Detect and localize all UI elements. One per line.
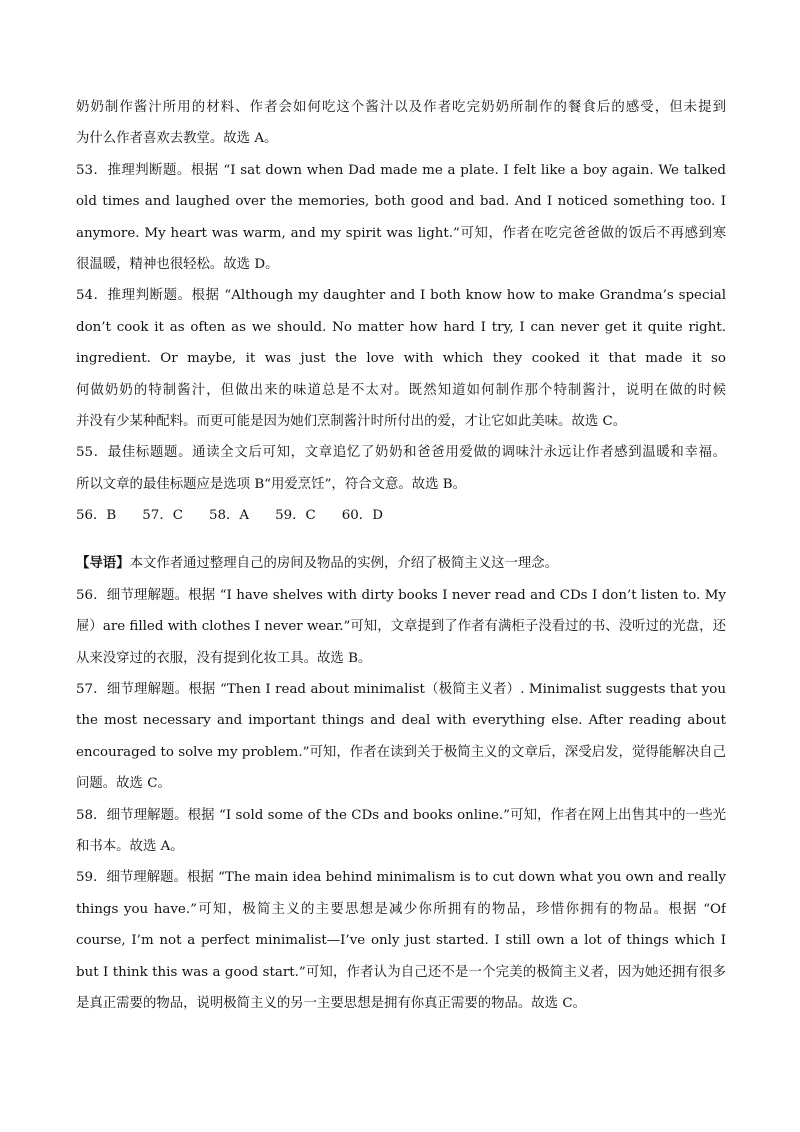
text-line: 57．细节理解题。根据 “Then I read about minimalist（极简主义者）. Minimalist suggests that you (76, 682, 726, 698)
answer-60: 60．D (341, 508, 383, 524)
guide-tag: 【导语】 (76, 555, 130, 572)
text-line: 59．细节理解题。根据 “The main idea behind minimalism is to cut down what you own and really (76, 870, 726, 886)
document-page (76, 92, 726, 1019)
text-line: don’t cook it as often as we should. No matter how hard I try, I can never get it quite right. (76, 319, 726, 335)
text-line: 很温暖，精神也很轻松。故选 D。 (76, 256, 279, 272)
text-line: 54．推理判断题。根据 “Although my daughter and I both know how to make Grandma’s special (76, 288, 726, 304)
text-line: 53．推理判断题。根据 “I sat down when Dad made me a plate. I felt like a boy again. We talked (76, 162, 726, 178)
text-line: 和书本。故选 A。 (76, 838, 184, 854)
section-gap (76, 531, 726, 548)
text-line: 并没有少某种配料。而更可能是因为她们烹制酱汁时所付出的爱，才让它如此美味。故选 C。 (76, 413, 627, 429)
text-line: 56．细节理解题。根据 “I have shelves with dirty books I never read and CDs I don’t listen to. My (76, 587, 726, 603)
text-line: 屉）are filled with clothes I never wear.”可知，文章提到了作者有满柜子没看过的书、没听过的光盘，还 (76, 619, 726, 635)
answer-59: 59．C (275, 508, 316, 524)
guide-intro (76, 548, 726, 579)
text-line: course, I’m not a perfect minimalist—I’ve only just started. I still own a lot of things which I (76, 933, 726, 949)
answer-58: 58．A (208, 508, 250, 524)
text-line: things you have.”可知，极简主义的主要思想是减少你所拥有的物品，珍惜你拥有的物品。根据 “Of (76, 901, 726, 917)
text-line: 58．细节理解题。根据 “I sold some of the CDs and books online.”可知，作者在网上出售其中的一些光 (76, 807, 726, 823)
text-line: ingredient. Or maybe, it was just the love with which they cooked it that made it so (76, 351, 726, 367)
text-line: 为什么作者喜欢去教堂。故选 A。 (76, 131, 278, 147)
text-line: 从来没穿过的衣服，没有提到化妆工具。故选 B。 (76, 650, 372, 666)
text-line: old times and laughed over the memories, both good and bad. And I noticed something too. I (76, 194, 726, 210)
text-line: encouraged to solve my problem.”可知，作者在读到关于极简主义的文章后，深受启发，觉得能解决自己 (76, 744, 726, 760)
guide-text: 本文作者通过整理自己的房间及物品的实例，介绍了极简主义这一理念。 (129, 556, 559, 572)
text-line: 何做奶奶的特制酱汁，但做出来的味道总是不太对。既然知道如何制作那个特制酱汁，说明在做的时候 (76, 382, 726, 398)
text-line: 问题。故选 C。 (76, 776, 171, 792)
text-line: 是真正需要的物品，说明极简主义的另一主要思想是拥有你真正需要的物品。故选 C。 (76, 995, 586, 1011)
text-line: but I think this was a good start.”可知，作者认为自己还不是一个完美的极简主义者，因为她还拥有很多 (76, 964, 726, 980)
answer-56: 56．B (76, 508, 117, 524)
passage-explanations-52-55 (76, 92, 726, 500)
text-line: 55．最佳标题题。通读全文后可知，文章追忆了奶奶和爸爸用爱做的调味汁永远让作者感到温暖和幸福。 (76, 445, 726, 461)
answer-57: 57．C (142, 508, 183, 524)
text-line: the most necessary and important things and deal with everything else. After reading about (76, 713, 726, 729)
passage-explanations-56-59 (76, 580, 726, 1019)
text-line: anymore. My heart was warm, and my spirit was light.”可知，作者在吃完爸爸做的饭后不再感到寒 (76, 225, 726, 241)
text-line: 所以文章的最佳标题应是选项 B“用爱烹饪”，符合文意。故选 B。 (76, 476, 467, 492)
text-line: 奶奶制作酱汁所用的材料、作者会如何吃这个酱汁以及作者吃完奶奶所制作的餐食后的感受，但未提到 (76, 100, 726, 115)
answer-key-56-60 (76, 500, 726, 531)
